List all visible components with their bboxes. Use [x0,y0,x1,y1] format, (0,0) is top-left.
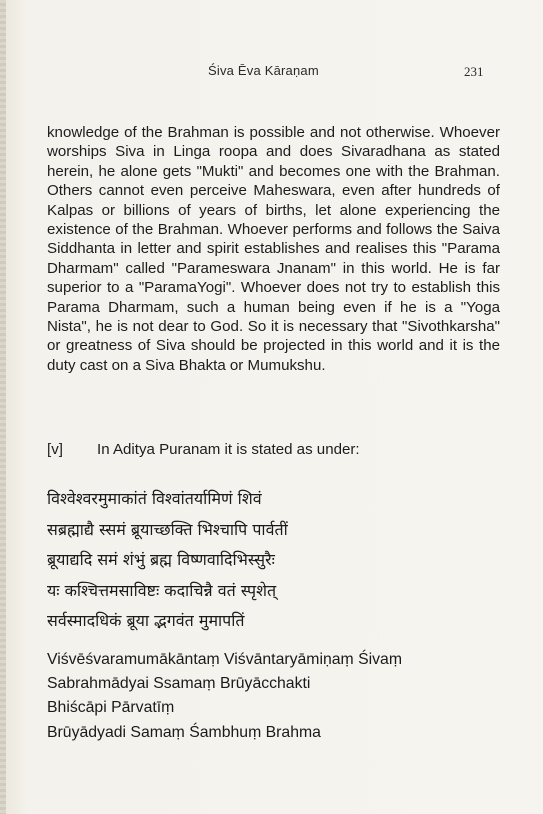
sanskrit-line: सब्रह्माद्यै स्समं ब्रूयाच्छक्ति भिश्चापि पार्वतीं [47,519,288,539]
sanskrit-line: ब्रूयाद्यदि समं शंभुं ब्रह्म विष्णवादिभिस्सुरैः [47,550,275,569]
section-text: In Aditya Puranam it is stated as under: [97,441,360,458]
transliteration-line: Bhiścāpi Pārvatīṃ [47,699,175,717]
page-header [0,63,543,83]
page-number: 231 [464,64,484,79]
section-label: [v] [47,441,63,458]
sanskrit-line: सर्वस्मादधिकं ब्रूया द्भगवंत मुमापतिं [47,611,245,630]
transliteration-line: Brūyādyadi Samaṃ Śambhuṃ Brahma [47,723,321,741]
section-heading [47,441,500,458]
sanskrit-verse [47,484,500,637]
paragraph-text: knowledge of the Brahman is possible and not otherwise. Whoever worships Siva in Linga roopa and does Sivaradhana as stated herein, he alone gets "Mukti" and becomes one with the Brahman. Others cannot even perceive Maheswara, even after hundreds of Kalpas or billions of years of births, let alone experiencing the existence of the Brahman. Whoever performs and follows the Saiva Siddhanta in letter and spirit establishes and realises this "Parama Dharmam" called "Parameswara Jnanam" in this world. He is far superior to a "ParamaYogi". Whoever does not try to establish this Parama Dharmam, such a human being even if he is a "Yoga Nista", he is not dear to God. So it is necessary that "Sivothkarsha" or greatness of Siva should be projected in this world and it is the duty cast on a Siva Bhakta or Mumukshu. [47,124,500,374]
transliteration-line: Viśvēśvaramumākāntaṃ Viśvāntaryāmiṇaṃ Śivaṃ [47,651,402,668]
transliteration-line: Sabrahmādyai Ssamaṃ Brūyācchakti [47,675,311,693]
page-binding-edge [0,0,6,814]
transliteration-block [47,648,500,745]
running-title: Śiva Ēva Kāraṇam [208,63,319,78]
body-paragraph [47,123,500,375]
sanskrit-line: यः कश्चित्तमसाविष्टः कदाचिन्नै वतं स्पृशेत् [47,580,277,600]
sanskrit-line: विश्वेश्वरमुमाकांतं विश्वांतर्यामिणं शिवं [47,489,262,508]
